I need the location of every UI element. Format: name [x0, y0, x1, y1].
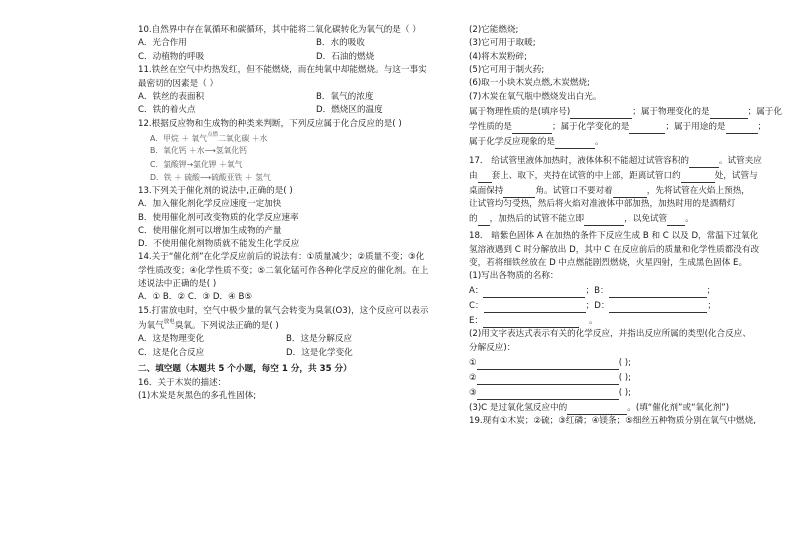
q17-line3: [469, 183, 784, 198]
q10-stem: 10.自然界中存在氧循环和碳循环，其中能将二氧化碳转化为氧气的是（ ）: [138, 25, 421, 35]
q11-stem-line2: 最密切的因素是（ ）: [138, 78, 219, 89]
q18-b-blank[interactable]: [609, 287, 707, 298]
q15-condition-label: 放电: [163, 319, 175, 326]
q16-physical-change-blank[interactable]: [710, 108, 748, 119]
q17-distance-blank[interactable]: [681, 172, 715, 183]
q18-label-b: ；B：: [585, 286, 609, 297]
q18-names-row3: [469, 313, 784, 328]
q18-label-d: ；D：: [585, 301, 610, 312]
q16-stem: 16．关于木炭的描述：: [138, 377, 227, 388]
q18-sub2-line1: (2)用文字表达式表示有关的化学反应，并指出反应所属的类型(化合反应、: [469, 329, 751, 340]
q14-stem-line3: 述说法中正确的是( ): [138, 279, 217, 290]
q15-option-d: D．这是化学变化: [286, 347, 353, 358]
q16-use-blank[interactable]: [726, 123, 758, 134]
q14-options: A．① B．② C．③ D．④ B⑤: [138, 292, 253, 303]
q15-options-row1: [138, 333, 456, 347]
q18-semicolon-2: ；: [707, 301, 717, 312]
q18-reaction-1-type: ( );: [618, 357, 632, 368]
q18-label-e: E：: [469, 316, 484, 327]
q16-use-label: ；属于用途的是: [665, 121, 726, 132]
q16-period: 。: [594, 136, 604, 147]
q15-option-c: C．这是化合反应: [138, 347, 205, 358]
q17-text-5b: ，加热后的试管不能立即: [489, 213, 585, 224]
q15-reactant: 为氧气: [138, 321, 164, 332]
q18-sub3: [469, 400, 784, 415]
q15-options-row2: [138, 347, 456, 361]
q15-option-a: A．这是物理变化: [138, 334, 205, 345]
q16-item-5: (5)它可用于制火药;: [469, 64, 545, 75]
q18-sub3-text: (3)C 是过氧化氢反应中的: [469, 402, 568, 413]
q16-chemical-property-label: 学性质的是: [469, 121, 512, 132]
q18-e-blank[interactable]: [483, 317, 579, 328]
q18-reaction-2-type: ( );: [618, 372, 632, 383]
q18-line3: 变，若将细铁丝放在 D 中点燃能剧烈燃烧，火星四射，生成黑色固体 E。: [469, 257, 748, 268]
q15-option-b: B．这是分解反应: [286, 334, 353, 345]
q18-label-c: C：: [469, 301, 484, 312]
q17-line1: [469, 153, 784, 168]
q11-option-b: B．氧气的浓度: [316, 91, 374, 102]
q10-option-b: B．水的吸收: [316, 38, 365, 49]
q12-option-a: [138, 131, 456, 145]
q16-chemical-property-blank[interactable]: [512, 123, 552, 134]
q11-stem-line1: 11.铁丝在空气中灼热发红，但不能燃烧，而在纯氧中却能燃烧。与这一事实: [138, 65, 427, 76]
q10-option-d: D．石油的燃烧: [316, 51, 375, 62]
q18-reaction-3-type: ( );: [618, 387, 632, 398]
q18-reaction-3-marker: ③: [469, 387, 477, 398]
q17-text-2a: 由: [469, 170, 478, 181]
q12-option-c: C．氯酸钾→氯化钾 ＋氧气: [150, 159, 243, 169]
q16-chemical-change-label: ；属于化学变化的是: [551, 121, 630, 132]
q17-text-1: 17． 给试管里液体加热时，液体体积不能超过试管容积的: [469, 155, 689, 166]
q17-direction2-blank[interactable]: [613, 187, 647, 198]
q12-stem: 12.根据反应物和生成物的种类来判断，下列反应属于化合反应的是( ): [138, 118, 402, 129]
q18-reaction-3-blank[interactable]: [477, 389, 619, 400]
q16-fill-line1: [469, 104, 784, 119]
q13-option-b: B．使用催化剂可改变物质的化学反应速率: [138, 212, 299, 223]
q18-names-row2: [469, 298, 784, 313]
q18-c-blank[interactable]: [484, 302, 586, 313]
q18-semicolon-1: ；: [706, 286, 716, 297]
q16-item-6: (6)取一小块木炭点燃,木炭燃烧;: [469, 78, 590, 89]
q16-item-3: (3)它可用于取暖;: [469, 38, 536, 49]
q18-a-blank[interactable]: [483, 287, 585, 298]
section-2-heading: 二、填空题（本题共 5 个小题，每空 1 分，共 35 分）: [138, 364, 352, 375]
q11-option-a: A．铁丝的表面积: [138, 91, 205, 102]
q17-line5: [469, 211, 784, 226]
q17-text-3a: 桌面保持: [469, 185, 504, 196]
q18-sub1: (1)写出各物质的名称：: [469, 271, 559, 282]
q17-volume-blank[interactable]: [689, 157, 719, 168]
q18-reaction-1: [469, 355, 784, 370]
right-column: [469, 24, 784, 428]
q18-reaction-1-marker: ①: [469, 357, 477, 368]
q17-text-3b: 角。试管口不要对着: [535, 185, 613, 196]
q17-result-blank[interactable]: [667, 215, 685, 226]
q13-option-c: C．使用催化剂可以增加生成物的产量: [138, 225, 282, 236]
q11-options-row1: [138, 91, 456, 105]
q19-stem: 19.现有①木炭；②硫；③红磷；④镁条；⑤细丝五种物质分别在氧气中燃烧,: [469, 416, 756, 427]
q16-item-4: (4)将木炭粉碎;: [469, 51, 528, 62]
q17-text-5c: ，以免试管: [624, 213, 668, 224]
q11-options-row2: [138, 104, 456, 118]
q18-line1: 18． 暗紫色固体 A 在加热的条件下反应生成 B 和 C 以及 D，常温下过氧化: [469, 231, 759, 242]
q12-option-d: D．铁 ＋ 硫酸⟶硫酸亚铁 ＋ 氢气: [150, 172, 271, 182]
q18-label-a: A：: [469, 286, 484, 297]
q16-chemical-change-blank[interactable]: [629, 123, 665, 134]
q16-item-1: (1)木炭是灰黑色的多孔性固体;: [138, 390, 257, 401]
q15-product-text: 臭氧。下列说法正确的是( ): [174, 321, 279, 332]
q17-line2: [469, 168, 784, 183]
q16-physical-change-label: ；属于物理变化的是: [632, 106, 710, 117]
q10-options-row1: [138, 37, 456, 51]
q16-fill-line3: [469, 134, 784, 149]
q14-stem-line1: 14.关于“催化剂”在化学反应前后的说法有：①质量减少；②质量不变；③化: [138, 252, 425, 263]
q13-stem: 13.下列关于催化剂的说法中,正确的是( ): [138, 185, 293, 196]
q16-physical-property-blank[interactable]: [570, 108, 632, 119]
q17-direction-blank[interactable]: [478, 172, 492, 183]
q17-text-1b: 。试管夹应: [718, 155, 762, 166]
q10-option-c: C．动植物的呼吸: [138, 51, 205, 62]
q17-flame-blank[interactable]: [478, 215, 490, 226]
q12-option-a-products: 二氧化碳 ＋水: [218, 134, 268, 144]
q12-condition-label: 点燃: [207, 132, 219, 139]
q10-option-a: A．光合作用: [138, 38, 187, 49]
q16-item-7: (7)木炭在氧气瓶中燃烧发出白光。: [469, 91, 602, 102]
q16-physical-property-label: 属于物理性质的是(填序号): [469, 106, 571, 117]
q16-fill-line2: [469, 119, 784, 134]
q16-chem-label-start: ；属于化: [747, 106, 782, 117]
q18-period: 。: [589, 316, 598, 327]
q18-reaction-3: [469, 385, 784, 400]
q17-line4: 让试管均匀受热，然后将火焰对准液体中部加热，加热时用的是酒精灯: [469, 198, 736, 209]
q17-angle-blank[interactable]: [503, 187, 535, 198]
q16-semicolon: ；: [757, 121, 767, 132]
q14-stem-line2: 学性质改变；④化学性质不变；⑤二氧化锰可作各种化学反应的催化剂。在上: [138, 265, 429, 276]
q18-d-blank[interactable]: [609, 302, 707, 313]
q18-reaction-2: [469, 370, 784, 385]
q18-reaction-1-blank[interactable]: [477, 359, 619, 370]
q18-catalyst-blank[interactable]: [567, 404, 627, 415]
q12-option-b: B．氧化钙 ＋水⟶氢氧化钙: [150, 146, 247, 156]
q16-phenomenon-label: 属于化学反应现象的是: [469, 136, 555, 147]
q18-names-row1: [469, 283, 784, 298]
q17-action-blank[interactable]: [584, 215, 624, 226]
q18-sub2-line2: 分解反应)：: [469, 342, 516, 353]
q17-text-2b: 套上、取下，夹持在试管的中上部，距离试管口约: [491, 170, 681, 181]
q16-phenomenon-blank[interactable]: [555, 138, 595, 149]
q13-option-a: A．加入催化剂化学反应速度一定加快: [138, 199, 282, 210]
q17-text-5d: 。: [685, 213, 694, 224]
q15-stem-line2: [138, 318, 456, 333]
left-column: [138, 24, 456, 403]
q17-text-2c: 处，试管与: [714, 170, 758, 181]
q18-reaction-2-blank[interactable]: [477, 374, 619, 385]
q18-sub3-hint: 。(填“催化剂”或“氧化剂”): [627, 402, 730, 413]
q16-item-2: (2)它能燃烧;: [469, 25, 519, 35]
q13-option-d: D．不使用催化剂物质就不能发生化学反应: [138, 239, 300, 250]
q17-text-5a: 的: [469, 213, 478, 224]
q15-stem-line1: 15.打雷放电时，空气中极少量的氧气会转变为臭氧(O3)，这个反应可以表示: [138, 305, 429, 316]
q12-option-a-reactants: A．甲烷 ＋ 氧气: [150, 134, 208, 144]
q18-reaction-2-marker: ②: [469, 372, 477, 383]
q18-line2: 氢溶液遇到 C 时分解放出 D，其中 C 在反应前后的质量和化学性质都没有改: [469, 244, 760, 255]
q10-options-row2: [138, 51, 456, 65]
q17-text-3c: ，先将试管在火焰上预热，: [646, 185, 750, 196]
q11-option-d: D．燃烧区的温度: [316, 105, 383, 116]
q11-option-c: C．铁的着火点: [138, 105, 196, 116]
